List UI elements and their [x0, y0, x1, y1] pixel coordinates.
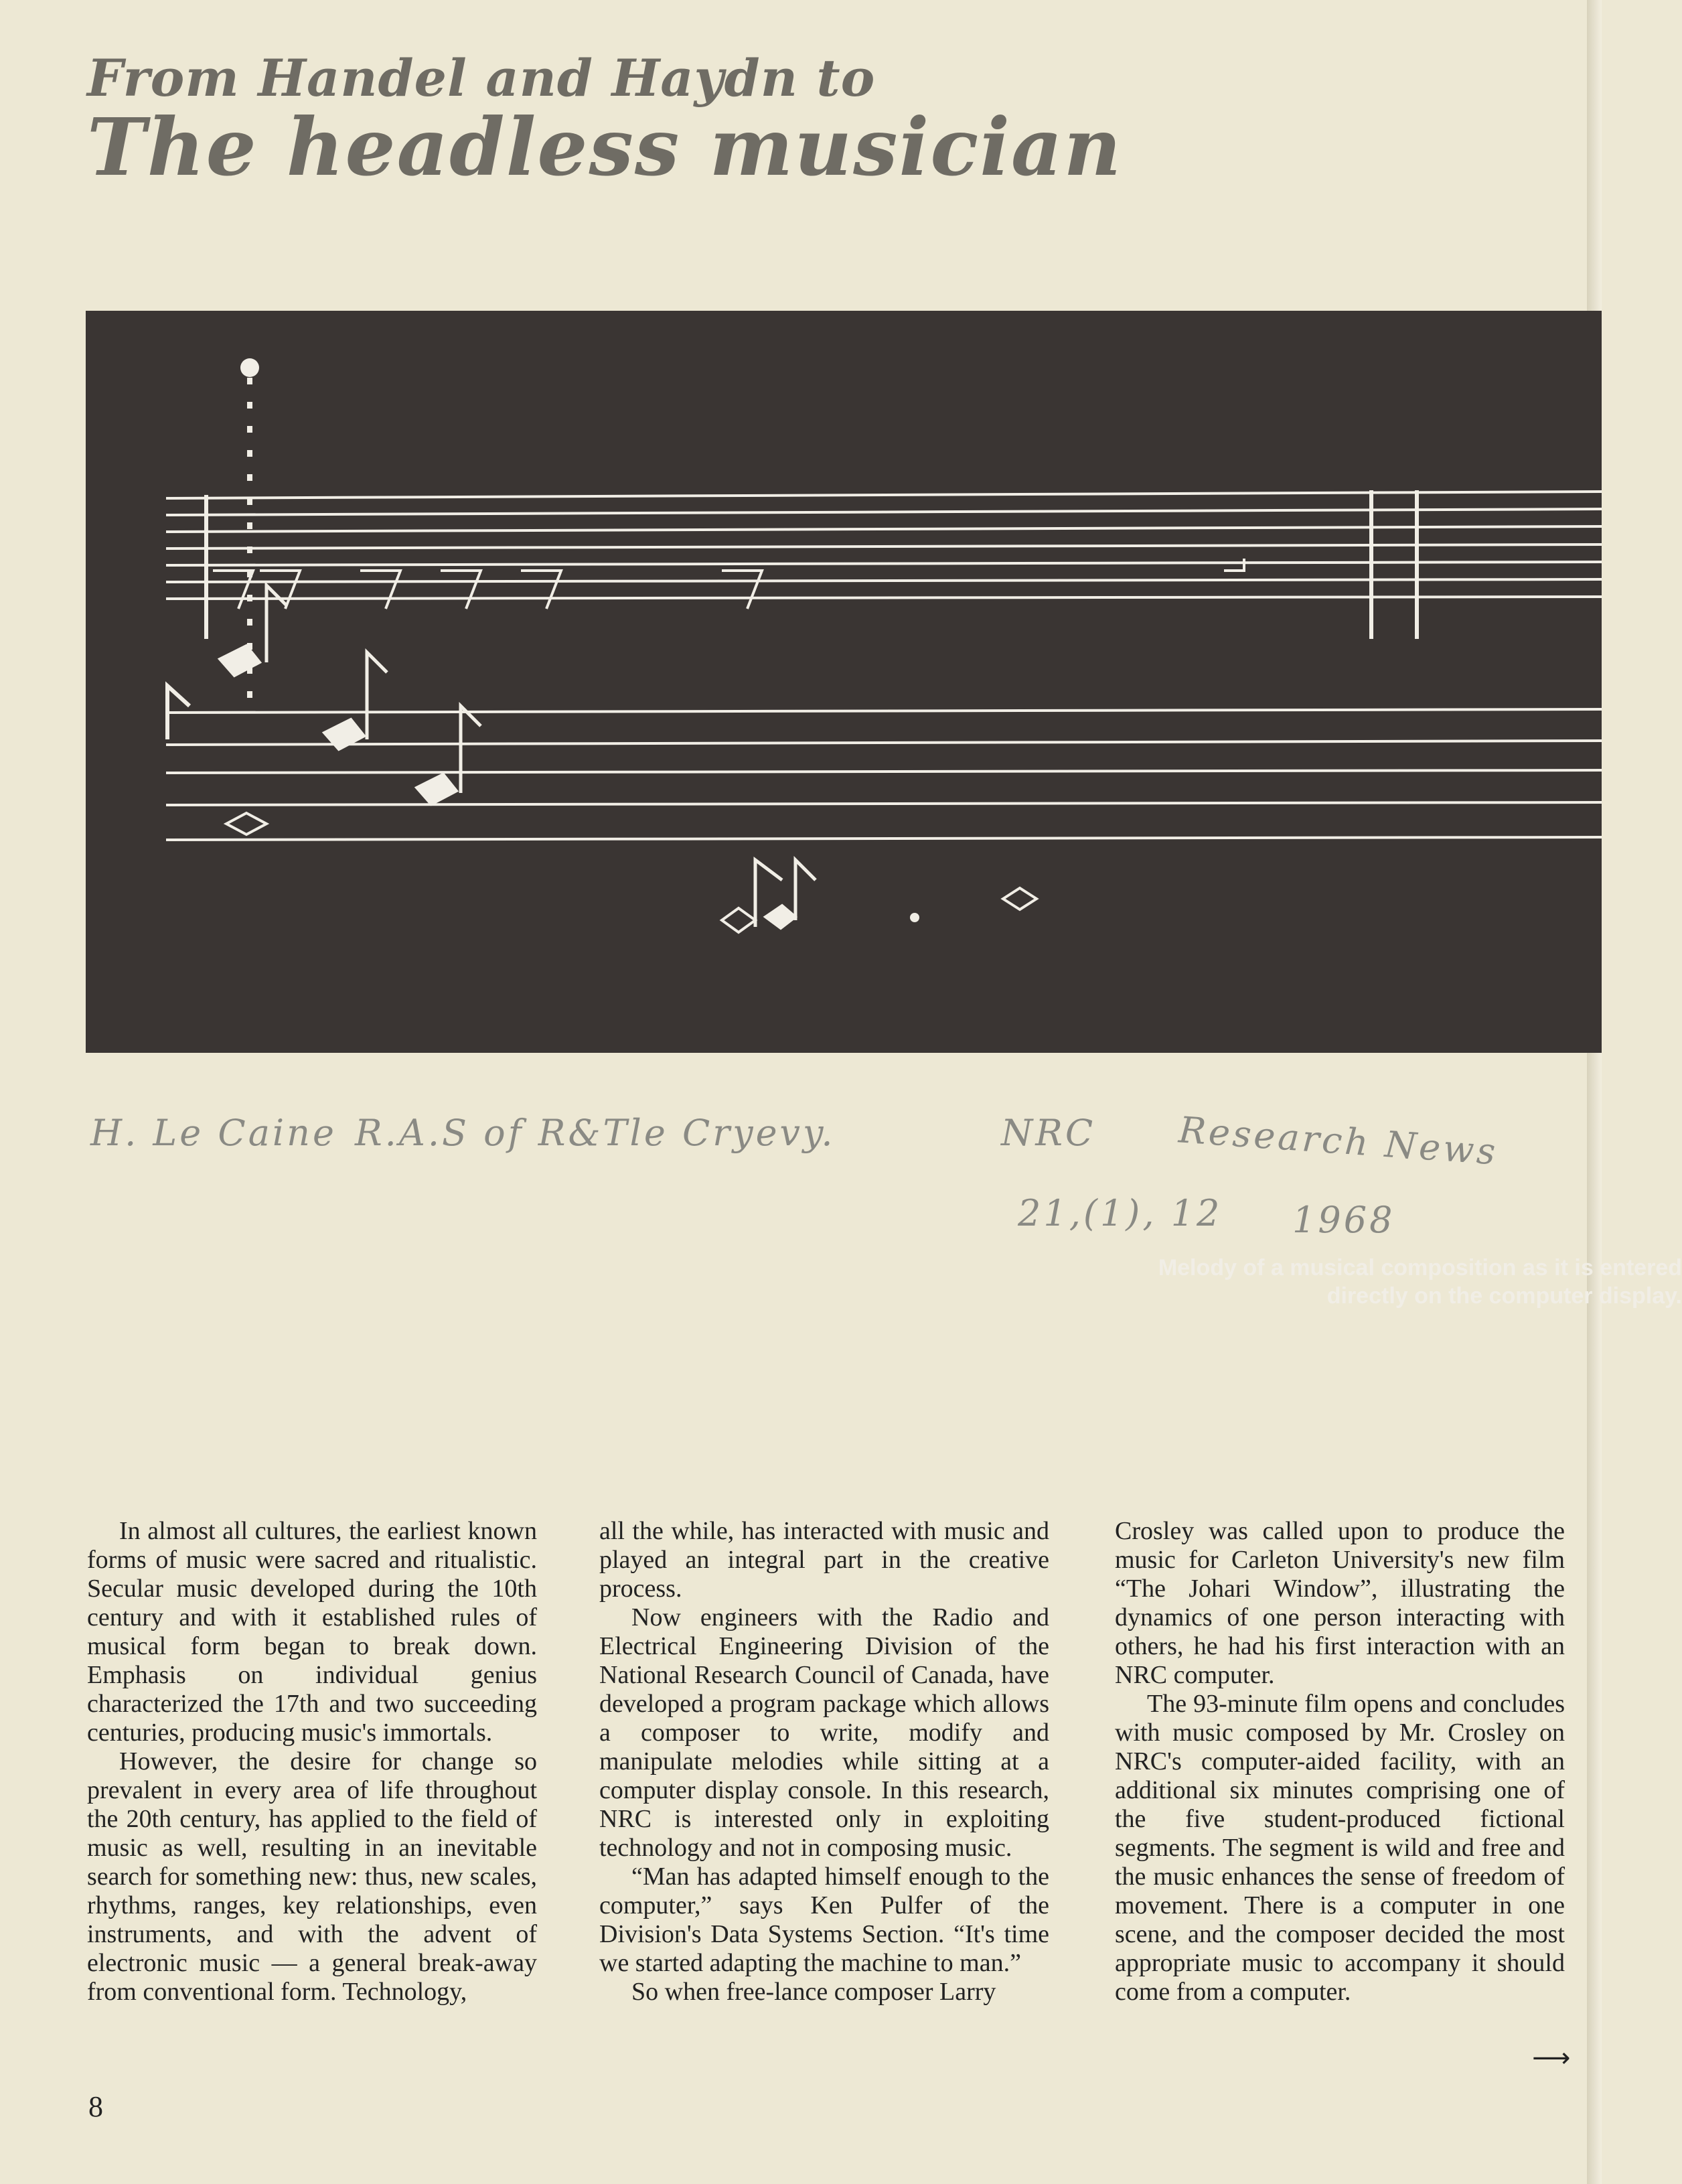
article-supertitle: From Handel and Haydn to	[87, 48, 876, 108]
page-number: 8	[88, 2090, 103, 2123]
paragraph: “Man has adapted himself enough to the computer,” says Ken Pulfer of the Division's Data Systems Section. “It's time we started adapting the machine to man.”	[599, 1863, 1049, 1977]
handwritten-nrc: NRC	[1001, 1112, 1096, 1154]
music-notation-graphic	[86, 311, 1602, 1053]
handwritten-volume: 21,(1), 12	[1018, 1192, 1223, 1234]
paragraph: all the while, has interacted with music and played an integral part in the creative process.	[599, 1517, 1049, 1603]
paragraph: In almost all cultures, the earliest known forms of music were sacred and ritualistic. Secular music developed during the 10th century and with it established rules of musical form began to break down. Emphasis on individual genius characterized the 17th and two succeeding centuries, producing music's immortals.	[87, 1517, 537, 1747]
article-column-3	[1115, 1517, 1565, 2007]
paragraph: So when free-lance composer Larry	[631, 1978, 996, 2006]
paragraph: Crosley was called upon to produce the music for Carleton University's new film “The Johari Window”, illustrating the dynamics of one person interacting with others, he had his first interaction with an NRC computer.	[1115, 1517, 1565, 1689]
handwritten-year: 1968	[1292, 1199, 1395, 1241]
paragraph: The 93-minute film opens and concludes with music composed by Mr. Crosley on NRC's computer-aided facility, with an additional six minutes comprising one of the five student-produced fictional segments. The segment is wild and free and the music enhances the sense of freedom of movement. There is a computer in one scene, and the composer decided the most appropriate music to accompany it should come from a computer.	[1115, 1690, 1565, 2006]
paragraph: However, the desire for change so prevalent in every area of life throughout the 20th century, has applied to the field of music as well, resulting in an inevitable search for something new: thus, new scales, rhythms, ranges, key relationships, even instruments, and with the advent of electronic music — a general break-away from conventional form. Technology,	[87, 1747, 537, 2006]
figure-caption: Melody of a musical composition as it is entered directly on the computer display.	[1158, 1255, 1682, 1309]
article-column-1	[87, 1517, 537, 2007]
paragraph: Now engineers with the Radio and Electrical Engineering Division of the National Research Council of Canada, have developed a program package which allows a composer to write, modify and manipulate melodies while sitting at a computer display console. In this research, NRC is interested only in exploiting technology and not in composing music.	[599, 1603, 1049, 1862]
article-column-2	[599, 1517, 1049, 2007]
handwritten-research-news: Research News	[1177, 1108, 1500, 1173]
handwritten-author: H. Le Caine	[90, 1112, 337, 1154]
handwritten-ras: R.A.S of R&Tle Cryevy.	[355, 1112, 836, 1154]
article-title: The headless musician	[87, 100, 1123, 194]
continue-arrow-icon: ⟶	[1532, 2043, 1571, 2073]
